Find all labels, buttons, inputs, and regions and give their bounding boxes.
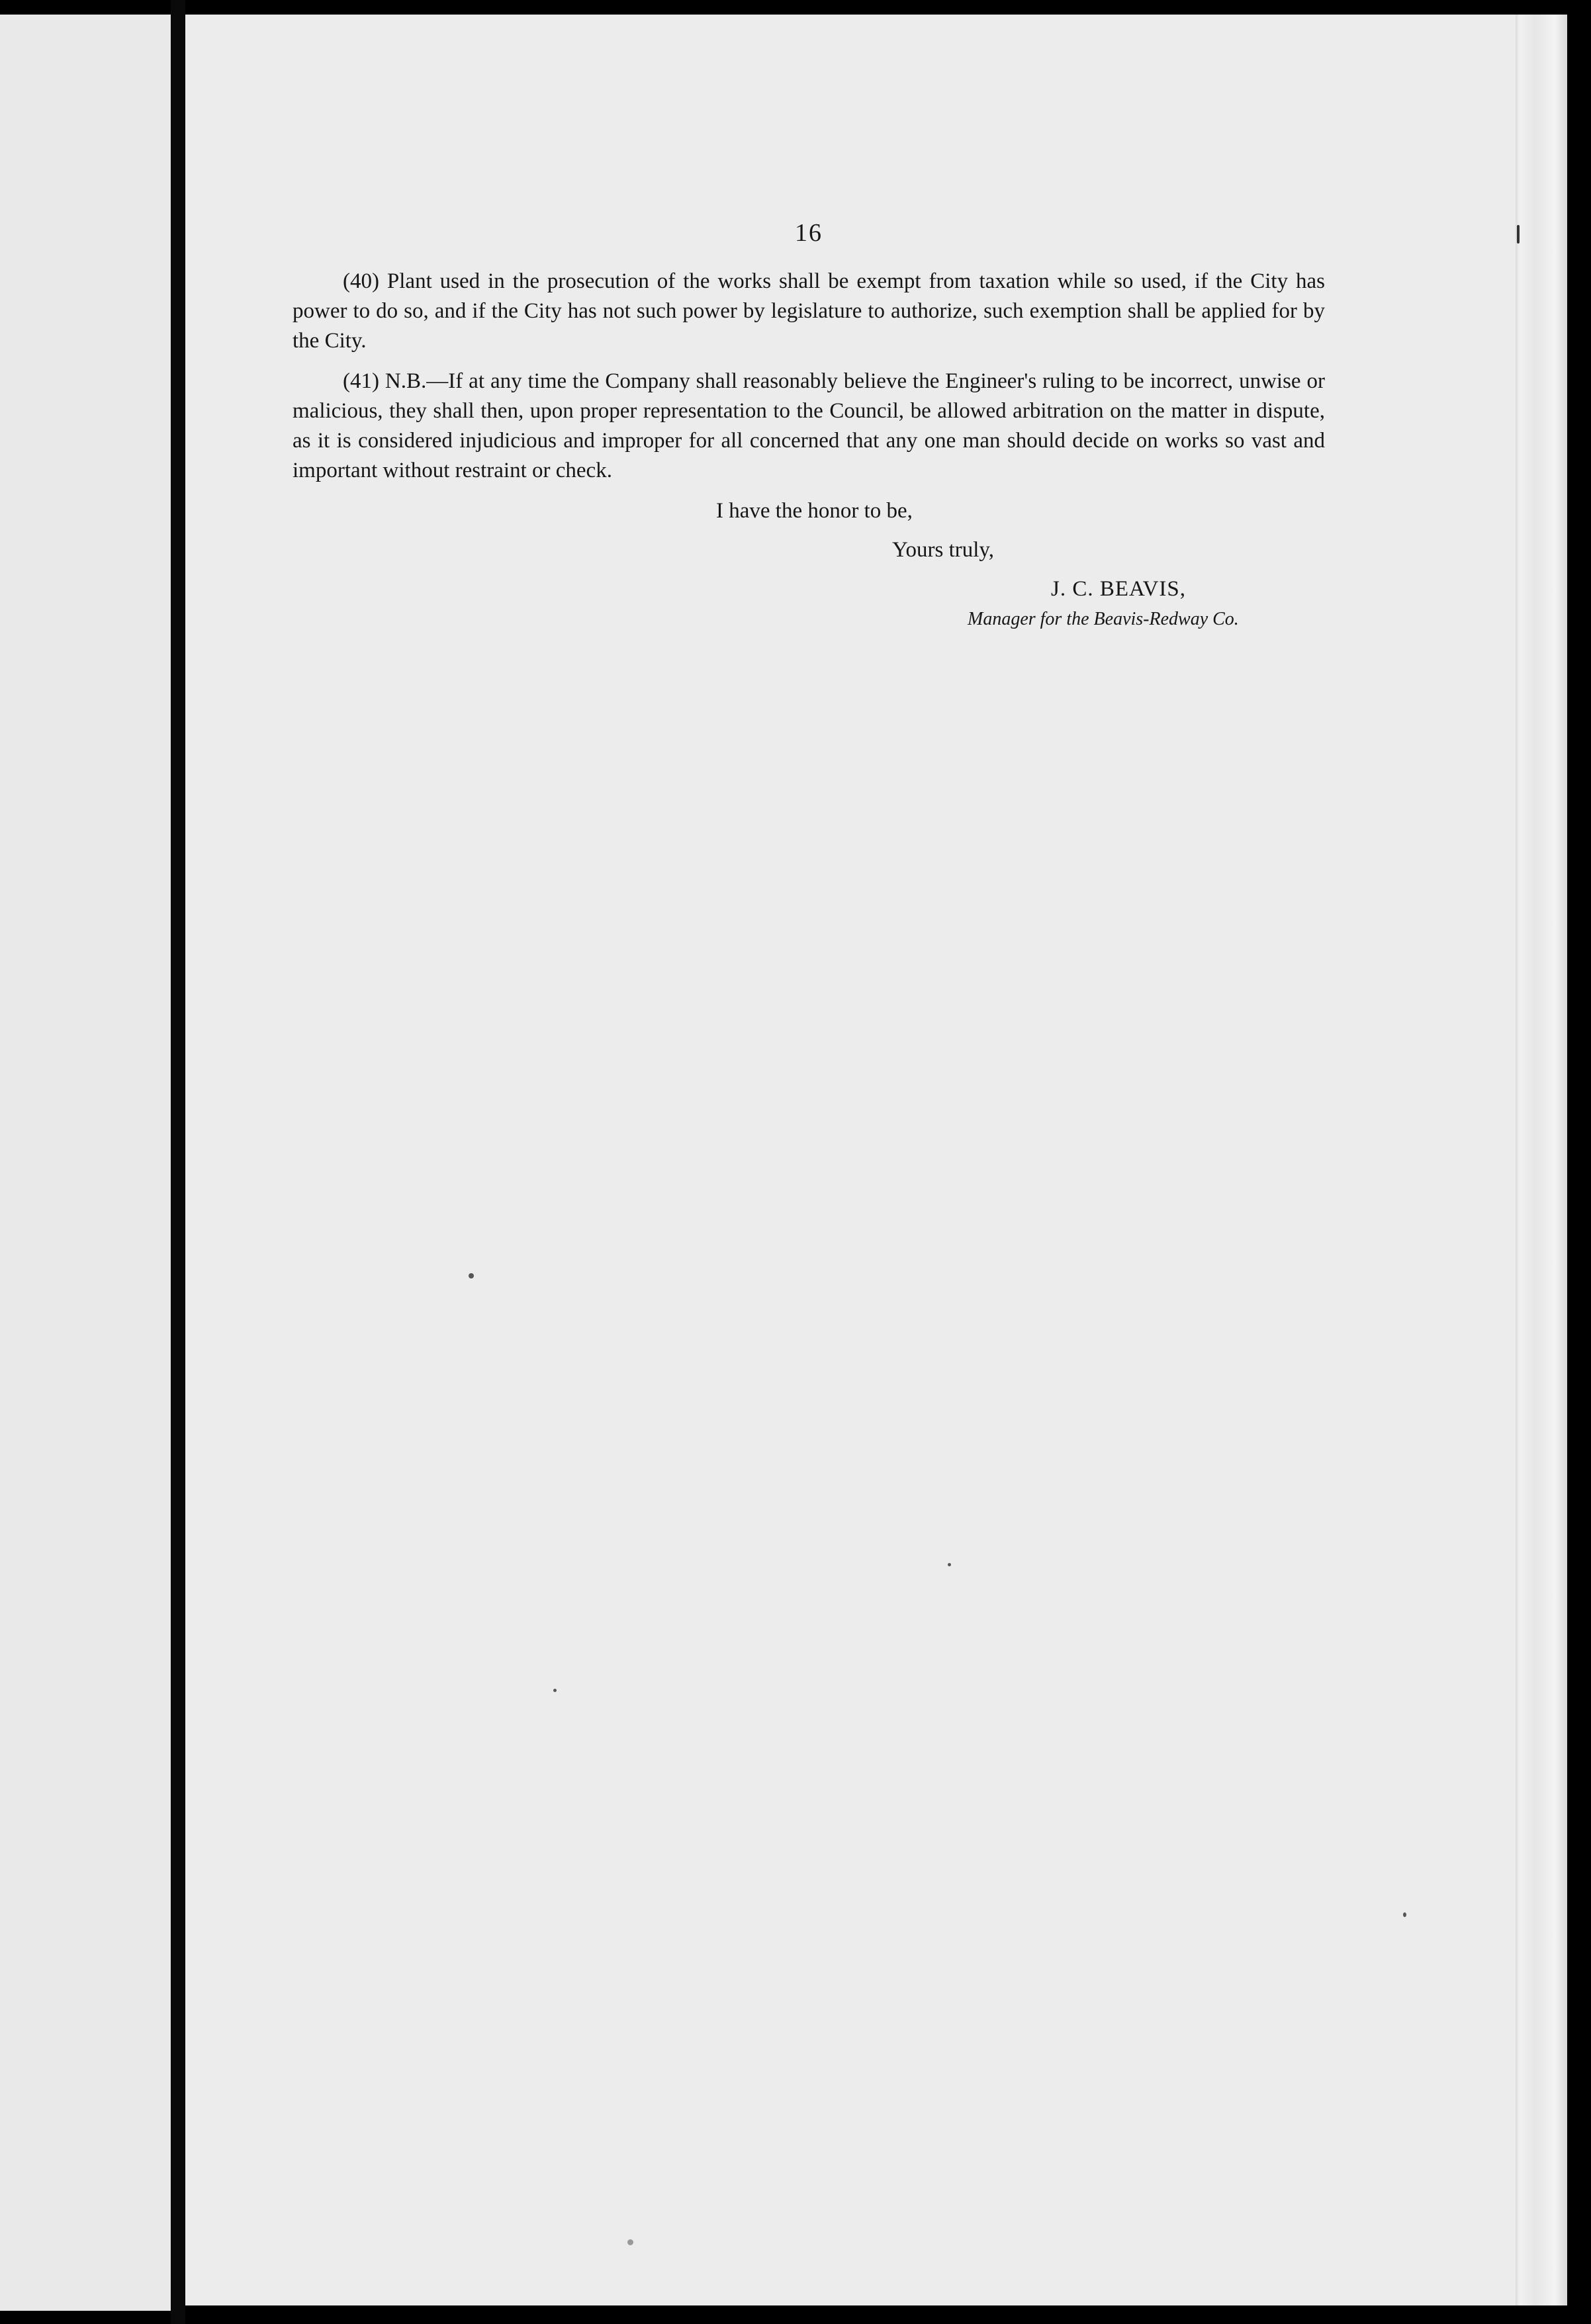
signatory-name: J. C. BEAVIS, xyxy=(1051,577,1187,601)
facing-page-fragment xyxy=(0,15,171,2311)
salutation: I have the honor to be, xyxy=(716,499,913,523)
page-edge xyxy=(1516,15,1567,2305)
valediction: Yours truly, xyxy=(892,538,995,562)
letter-closing xyxy=(293,496,1325,634)
binding-gutter xyxy=(171,0,185,2324)
dust-speck xyxy=(627,2239,633,2245)
dust-speck xyxy=(553,1689,557,1692)
dust-speck xyxy=(1403,1912,1406,1917)
signatory-title: Manager for the Beavis-Redway Co. xyxy=(968,609,1239,629)
letter-body xyxy=(293,218,1325,634)
paragraph-40: (40) Plant used in the prosecution of the works shall be exempt from taxation while so used, if the City has power to do so, and if the City has not such power by legislature to authorize, such exemption shall be applied for by the City. xyxy=(293,269,1325,353)
page-number: 16 xyxy=(795,219,823,247)
dust-speck xyxy=(469,1273,474,1278)
scan-border xyxy=(1567,20,1591,2296)
dust-speck xyxy=(1517,225,1520,244)
dust-speck xyxy=(948,1563,951,1566)
paragraph-41: (41) N.B.—If at any time the Company shall reasonably believe the Engineer's ruling to be incorrect, unwise or malicious, they shall then, upon proper representation to the Council, be allowed arbitration on the matter in dispute, as it is considered injudicious and improper for all concerned that any one man should decide on works so vast and important without restraint or check. xyxy=(293,369,1325,482)
